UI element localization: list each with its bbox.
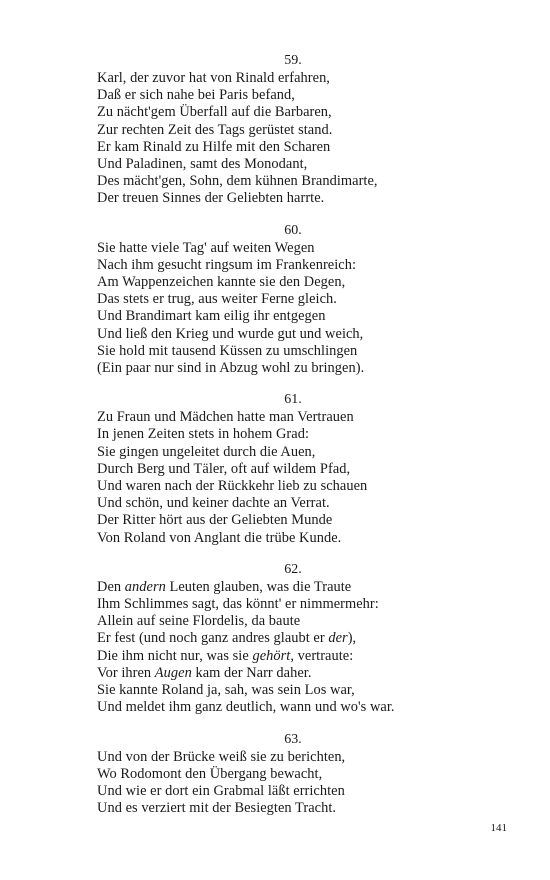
verse-line xyxy=(97,461,507,478)
verse-text: Allein auf seine Flordelis, da baute xyxy=(97,613,301,630)
verse-text: (Ein paar nur sind in Abzug wohl zu bringen). xyxy=(97,360,365,377)
verse-line xyxy=(97,326,507,343)
verse-line xyxy=(97,648,507,665)
verse-text: Sie hatte viele Tag' auf weiten Wegen xyxy=(97,239,315,256)
emphasized-word: andern xyxy=(124,578,166,595)
verse-text: Und es verziert mit der Besiegten Tracht. xyxy=(97,800,337,817)
verse-text: Nach ihm gesucht ringsum im Frankenreich: xyxy=(97,256,357,273)
verse-text: Vor ihren xyxy=(97,664,155,681)
verse-line xyxy=(97,343,507,360)
verse-line xyxy=(97,190,507,207)
verse-text: Und von der Brücke weiß sie zu berichten, xyxy=(97,748,346,765)
verse-text: Der Ritter hört aus der Geliebten Munde xyxy=(97,512,333,529)
verse-line xyxy=(97,783,507,800)
verse-text: Karl, der zuvor hat von Rinald erfahren, xyxy=(97,70,330,86)
verse-text: Den xyxy=(97,578,125,595)
verse-line xyxy=(97,104,507,121)
verse-line xyxy=(97,173,507,190)
verse-text: Sie hold mit tausend Küssen zu umschlingen xyxy=(97,342,358,359)
verse-text: In jenen Zeiten stets in hohem Grad: xyxy=(97,426,310,443)
verse-text: Von Roland von Anglant die trübe Kunde. xyxy=(97,529,342,546)
verse-text: Und waren nach der Rückkehr lieb zu schauen xyxy=(97,478,368,495)
emphasized-word: der xyxy=(328,630,348,647)
verse-line xyxy=(97,87,507,104)
stanza-number: 59. xyxy=(284,53,302,68)
verse-text: Zu Fraun und Mädchen hatte man Vertrauen xyxy=(97,409,354,426)
verse-text: Zur rechten Zeit des Tags gerüstet stand. xyxy=(97,121,333,138)
verse-text: Die ihm nicht nur, was sie xyxy=(97,647,253,664)
stanza xyxy=(97,222,507,378)
verse-line xyxy=(97,665,507,682)
verse-line xyxy=(97,444,507,461)
stanza-number: 62. xyxy=(284,561,302,577)
verse-line xyxy=(97,291,507,308)
stanza xyxy=(97,391,507,547)
verse-line xyxy=(97,360,507,377)
verse-line xyxy=(97,512,507,529)
verse-text: Der treuen Sinnes der Geliebten harrte. xyxy=(97,190,325,207)
verse-text: Am Wappenzeichen kannte sie den Degen, xyxy=(97,274,346,291)
verse-line xyxy=(97,139,507,156)
stanza xyxy=(97,731,507,818)
verse-line xyxy=(97,800,507,817)
verse-line xyxy=(97,630,507,647)
stanza-number: 60. xyxy=(284,222,302,238)
verse-text: Er kam Rinald zu Hilfe mit den Scharen xyxy=(97,138,331,155)
emphasized-word: gehört, xyxy=(252,647,294,664)
verse-text: Und wie er dort ein Grabmal läßt errichten xyxy=(97,782,345,799)
verse-text: Er fest (und noch ganz andres glaubt er xyxy=(97,630,329,647)
poem-page xyxy=(97,52,507,817)
verse-text: Und ließ den Krieg und wurde gut und weich, xyxy=(97,325,364,342)
verse-line xyxy=(97,308,507,325)
page-number: 141 xyxy=(490,822,507,834)
verse-text: Zu nächt'gem Überfall auf die Barbaren, xyxy=(97,104,332,121)
verse-text: ), xyxy=(347,630,357,647)
verse-line xyxy=(97,478,507,495)
verse-line xyxy=(97,699,507,716)
stanza xyxy=(97,561,507,717)
verse-text: Das stets er trug, aus weiter Ferne gleich. xyxy=(97,291,337,308)
verse-line xyxy=(97,682,507,699)
verse-line xyxy=(97,426,507,443)
verse-text: Daß er sich nahe bei Paris befand, xyxy=(97,87,295,104)
stanza xyxy=(97,52,507,208)
verse-text: kam der Narr daher. xyxy=(191,664,312,681)
stanza-number: 61. xyxy=(284,392,302,408)
verse-line xyxy=(97,596,507,613)
verse-line xyxy=(97,409,507,426)
verse-text: Sie kannte Roland ja, sah, was sein Los war, xyxy=(97,682,355,699)
verse-line xyxy=(97,579,507,596)
verse-line xyxy=(97,240,507,257)
verse-text: Ihm Schlimmes sagt, das könnt' er nimmermehr: xyxy=(97,596,379,613)
verse-line xyxy=(97,749,507,766)
verse-text: Sie gingen ungeleitet durch die Auen, xyxy=(97,443,316,460)
emphasized-word: Augen xyxy=(154,664,192,681)
verse-line xyxy=(97,257,507,274)
verse-line xyxy=(97,156,507,173)
verse-line xyxy=(97,530,507,547)
verse-line xyxy=(97,70,507,87)
verse-text: Und meldet ihm ganz deutlich, wann und wo's war. xyxy=(97,699,395,716)
verse-line xyxy=(97,274,507,291)
verse-text: Und Brandimart kam eilig ihr entgegen xyxy=(97,308,326,325)
verse-line xyxy=(97,122,507,139)
verse-text: Des mächt'gen, Sohn, dem kühnen Brandimarte, xyxy=(97,173,378,190)
verse-text: vertraute: xyxy=(293,647,354,664)
verse-text: Und Paladinen, samt des Monodant, xyxy=(97,156,308,173)
verse-text: Und schön, und keiner dachte an Verrat. xyxy=(97,495,330,512)
verse-line xyxy=(97,613,507,630)
verse-line xyxy=(97,766,507,783)
verse-text: Wo Rodomont den Übergang bewacht, xyxy=(97,765,323,782)
verse-text: Leuten glauben, was die Traute xyxy=(165,578,352,595)
stanza-number: 63. xyxy=(284,731,302,747)
verse-text: Durch Berg und Täler, oft auf wildem Pfad, xyxy=(97,460,351,477)
verse-line xyxy=(97,495,507,512)
